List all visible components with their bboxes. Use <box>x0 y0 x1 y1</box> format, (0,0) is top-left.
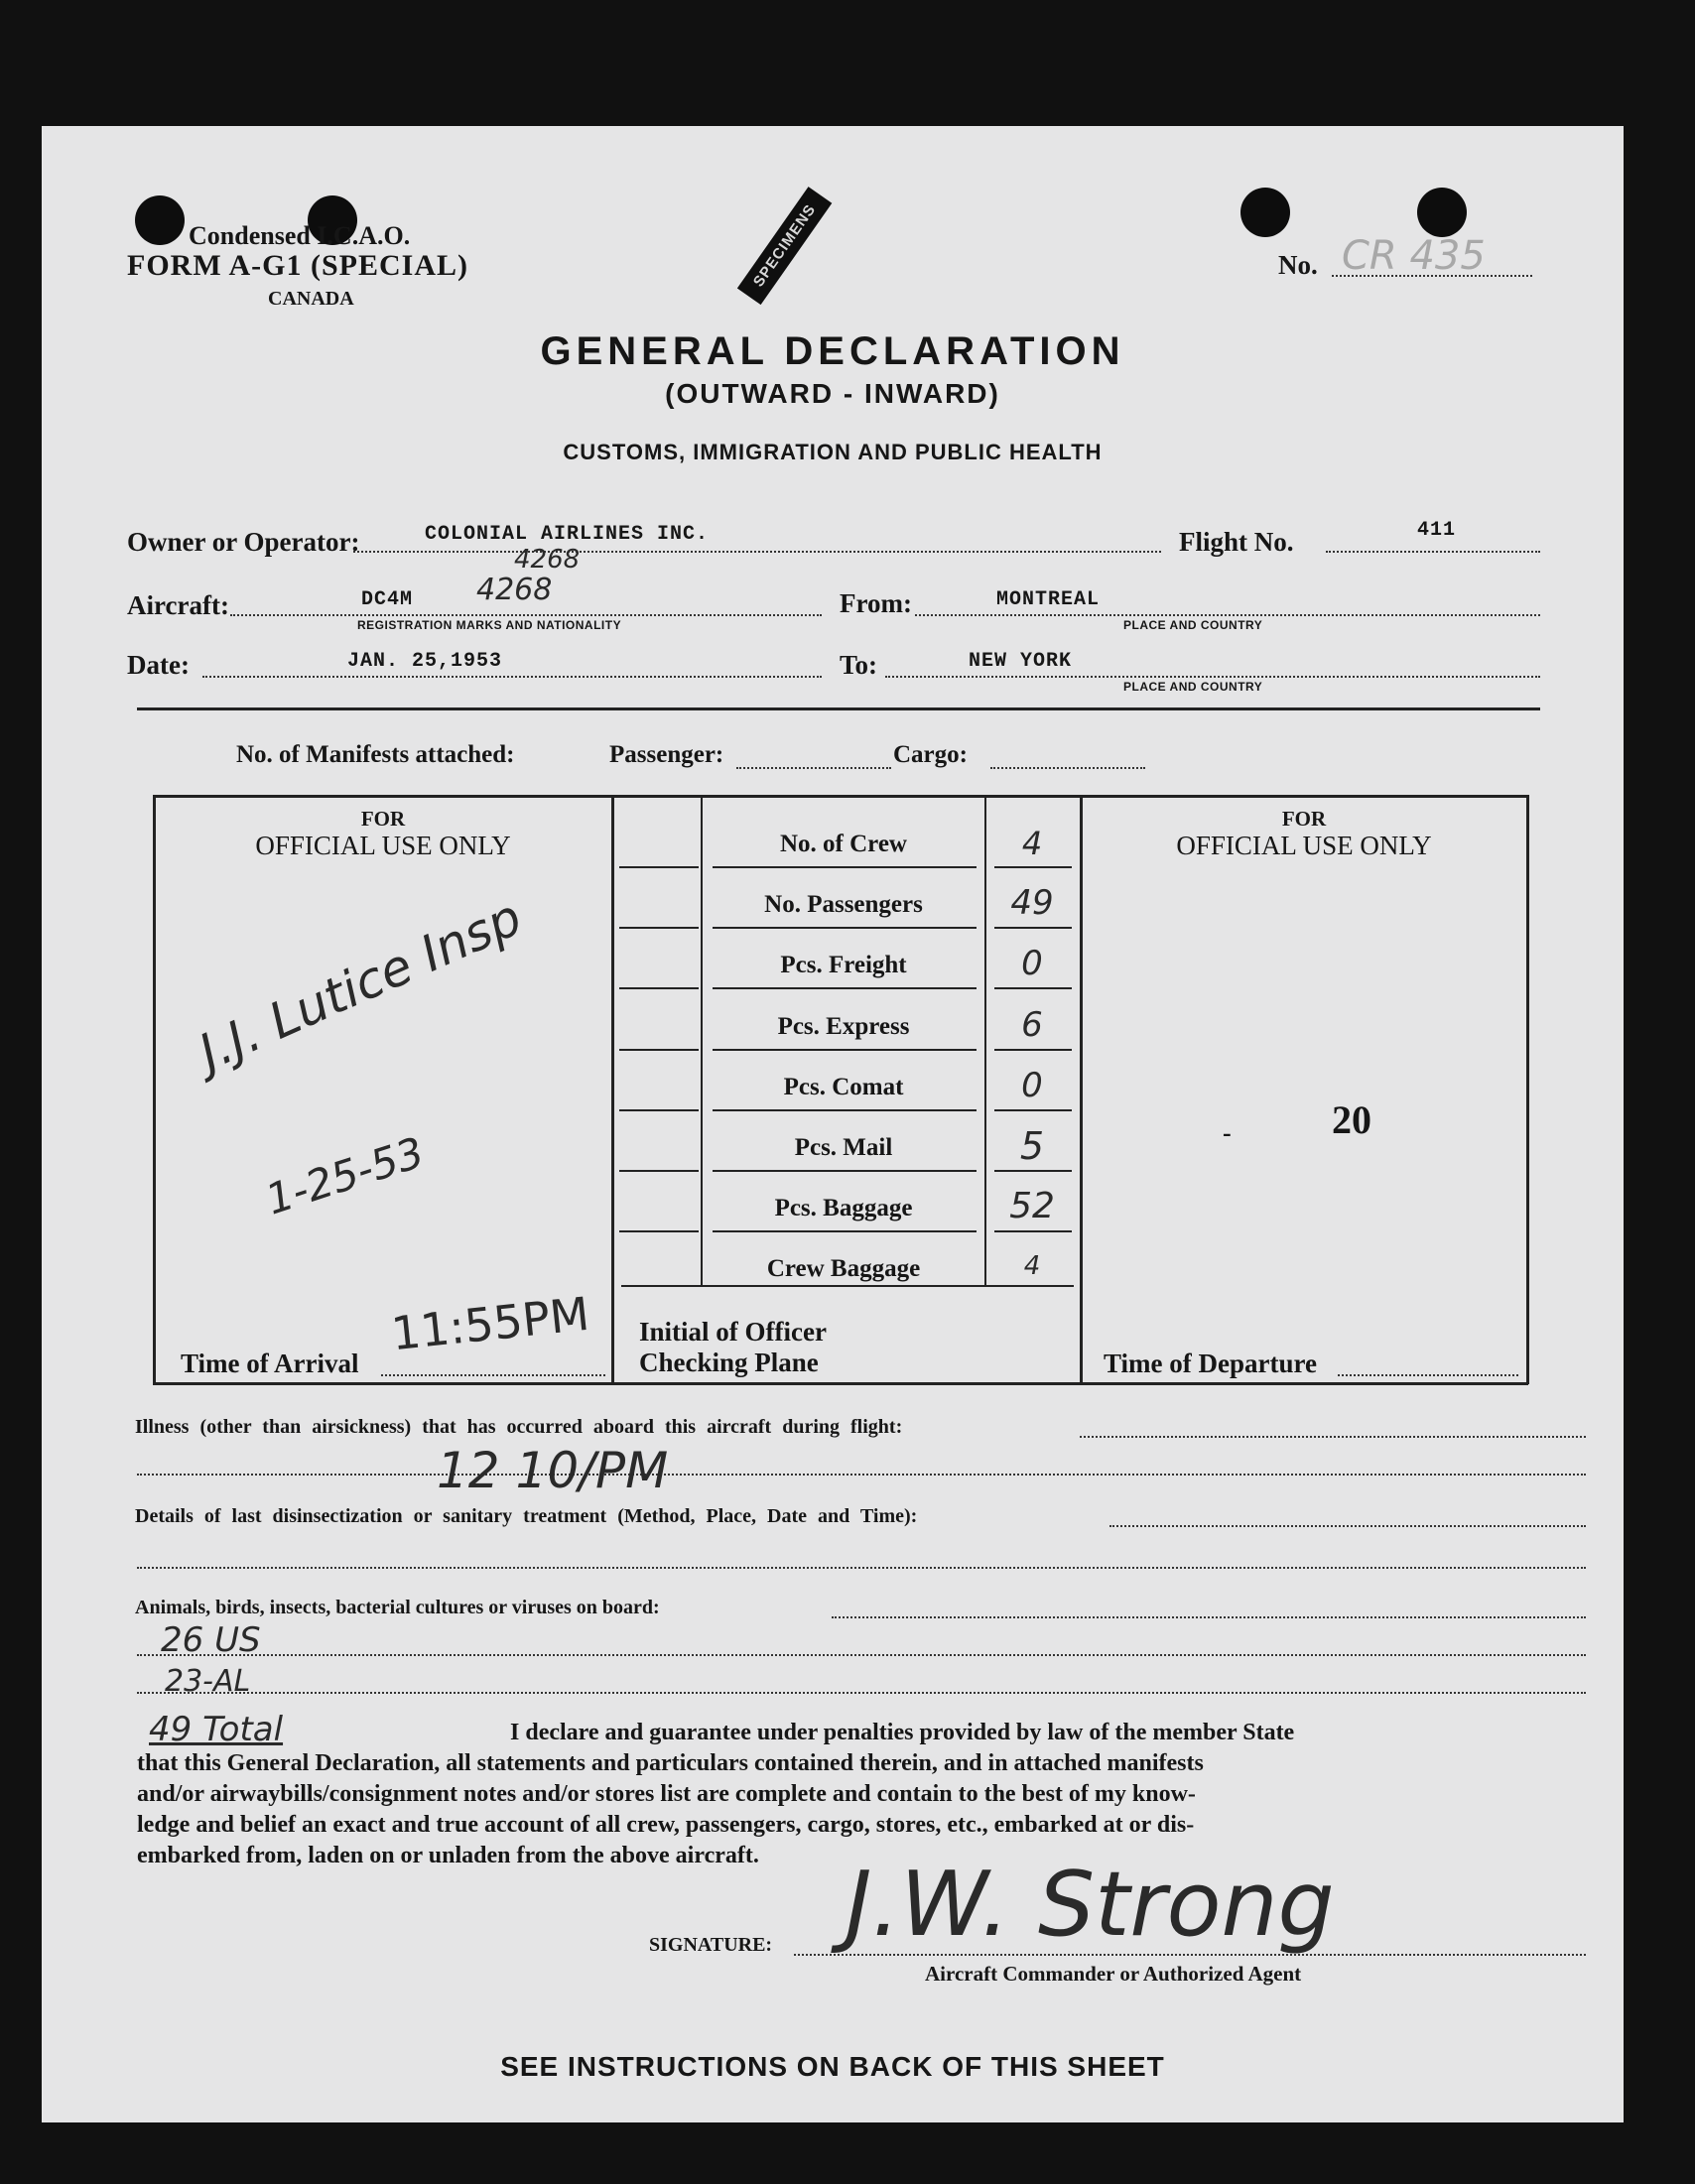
form-caption-icao: Condensed I.C.A.O. <box>189 221 411 250</box>
official-dash: - <box>1223 1118 1232 1147</box>
declaration-line: embarked from, laden on or unladen from the above aircraft. <box>137 1843 759 1868</box>
place-country-caption-to: PLACE AND COUNTRY <box>1123 680 1263 694</box>
aircraft-type: DC4M <box>361 588 414 611</box>
registration-caption: REGISTRATION MARKS AND NATIONALITY <box>357 618 622 632</box>
no-label: No. <box>1278 250 1318 280</box>
right-for-label: FOR <box>1281 807 1327 831</box>
left-official-use-label: OFFICIAL USE ONLY <box>255 831 511 860</box>
row-value: 0 <box>1021 944 1043 983</box>
manifest-cargo-label: Cargo: <box>893 741 968 768</box>
declaration-line: and/or airwaybills/consignment notes and/or stores list are complete and contain to the best of my know- <box>137 1781 1196 1807</box>
manifests-label: No. of Manifests attached: <box>236 741 515 768</box>
handwritten-time: 12 10/PM <box>437 1442 669 1499</box>
form-number: FORM A-G1 (SPECIAL) <box>127 249 468 282</box>
aircraft-number: 4268 <box>476 573 553 607</box>
inspector-date: 1-25-53 <box>260 1127 431 1224</box>
row-label: No. Passengers <box>764 891 923 918</box>
owner-label: Owner or Operator: <box>127 527 360 557</box>
instructions-footer: SEE INSTRUCTIONS ON BACK OF THIS SHEET <box>500 2051 1165 2082</box>
animals-label: Animals, birds, insects, bacterial cultures or viruses on board: <box>135 1597 660 1618</box>
official-number: 20 <box>1332 1097 1371 1142</box>
document-tagline: CUSTOMS, IMMIGRATION AND PUBLIC HEALTH <box>563 440 1103 464</box>
row-value: 5 <box>1019 1124 1045 1168</box>
declaration-lead: I declare and guarantee under penalties provided by law of the member State <box>510 1720 1295 1745</box>
date-label: Date: <box>127 650 190 680</box>
declaration-line: that this General Declaration, all statements and particulars contained therein, and in attached manifests <box>137 1750 1204 1776</box>
aircraft-number-correction: 4268 <box>514 545 581 575</box>
manifest-passenger-label: Passenger: <box>609 741 724 768</box>
row-label: No. of Crew <box>780 831 907 857</box>
punch-hole-icon <box>135 195 185 245</box>
from-value: MONTREAL <box>996 588 1101 611</box>
right-official-use-label: OFFICIAL USE ONLY <box>1176 831 1432 860</box>
from-label: From: <box>840 588 912 618</box>
row-value: 49 <box>1010 883 1054 923</box>
inspector-signature: J.J. Lutice Insp <box>191 888 531 1082</box>
row-value: 6 <box>1021 1005 1043 1045</box>
row-label: Pcs. Comat <box>783 1074 904 1100</box>
row-value: 0 <box>1021 1066 1043 1105</box>
time-arrival-value: 11:55PM <box>388 1286 592 1361</box>
reference-number: CR 435 <box>1342 233 1486 279</box>
tally-total: 49 Total <box>149 1710 284 1749</box>
place-country-caption-from: PLACE AND COUNTRY <box>1123 618 1263 632</box>
commander-signature: J.W. Strong <box>846 1853 1335 1957</box>
aircraft-label: Aircraft: <box>127 590 229 620</box>
signature-caption: Aircraft Commander or Authorized Agent <box>925 1962 1302 1986</box>
flight-no-value: 411 <box>1417 519 1457 542</box>
row-value: 52 <box>1009 1186 1055 1226</box>
row-label: Pcs. Mail <box>794 1134 893 1161</box>
form-country: CANADA <box>268 288 354 310</box>
left-for-label: FOR <box>360 807 406 831</box>
row-label: Pcs. Baggage <box>774 1195 913 1221</box>
row-label: Pcs. Freight <box>780 952 907 978</box>
document-subtitle: (OUTWARD - INWARD) <box>665 378 1000 409</box>
specimens-stamp: SPECIMENS <box>737 187 833 305</box>
flight-no-label: Flight No. <box>1179 527 1294 557</box>
date-value: JAN. 25,1953 <box>347 650 503 673</box>
to-value: NEW YORK <box>969 650 1073 673</box>
time-arrival-label: Time of Arrival <box>181 1349 359 1378</box>
row-label: Crew Baggage <box>766 1255 921 1282</box>
form-sheet <box>42 126 1624 2122</box>
row-value: 4 <box>1023 1251 1041 1281</box>
signature-label: SIGNATURE: <box>649 1934 773 1956</box>
row-label: Pcs. Express <box>777 1013 910 1040</box>
initial-officer-label: Initial of Officer <box>639 1317 827 1347</box>
owner-value: COLONIAL AIRLINES INC. <box>425 523 710 546</box>
to-label: To: <box>840 650 878 680</box>
separator-rule <box>137 707 1540 710</box>
row-value: 4 <box>1021 825 1043 862</box>
disinsectization-label: Details of last disinsectization or sanitary treatment (Method, Place, Date and Time): <box>135 1505 918 1527</box>
illness-label: Illness (other than airsickness) that has occurred aboard this aircraft during flight: <box>135 1416 903 1438</box>
declaration-line: ledge and belief an exact and true account of all crew, passengers, cargo, stores, etc., embarked at or dis- <box>137 1812 1195 1838</box>
tally-al: 23-AL <box>165 1664 251 1699</box>
punch-hole-icon <box>1240 188 1290 237</box>
document-title: GENERAL DECLARATION <box>540 329 1125 373</box>
tally-us: 26 US <box>161 1620 261 1660</box>
checking-plane-label: Checking Plane <box>639 1348 819 1377</box>
punch-hole-icon <box>1417 188 1467 237</box>
time-departure-label: Time of Departure <box>1104 1349 1317 1378</box>
